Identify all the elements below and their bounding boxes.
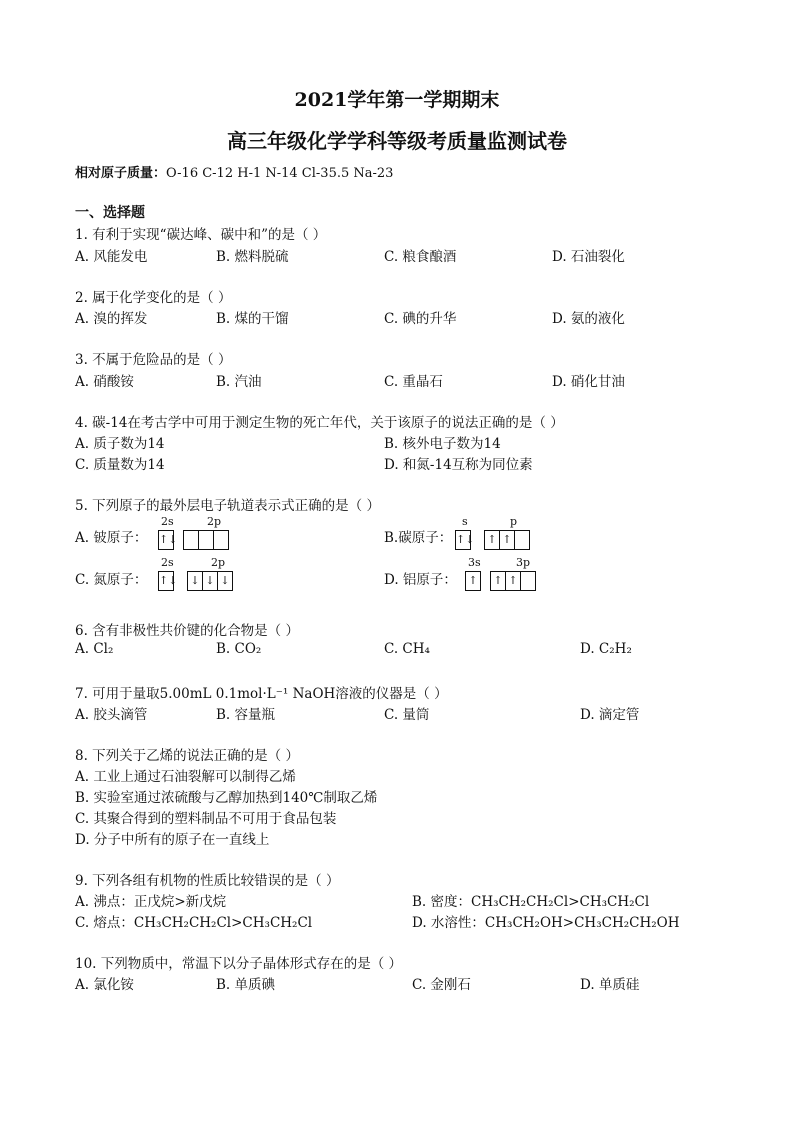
p-orbital-box: [183, 530, 229, 550]
p-orbital-box: ↓ ↓ ↓: [187, 571, 233, 591]
question-1-option-d: D. 石油裂化: [552, 249, 625, 265]
question-3-option-c: C. 重晶石: [384, 374, 443, 390]
orbital-label-p: 3p: [516, 556, 531, 569]
question-10-option-a: A. 氯化铵: [75, 977, 134, 993]
question-2-option-b: B. 煤的干馏: [216, 311, 289, 327]
question-6-option-a: A. Cl₂: [75, 641, 114, 657]
exam-title: 2021学年第一学期期末: [294, 89, 500, 111]
question-3-stem: 3. 不属于危险品的是（ ）: [75, 352, 232, 368]
question-4-stem: 4. 碳-14在考古学中可用于测定生物的死亡年代，关于该原子的说法正确的是（ ）: [75, 415, 564, 431]
question-10-option-c: C. 金刚石: [412, 977, 471, 993]
question-6-option-c: C. CH₄: [384, 641, 430, 657]
s-orbital-box: ↑↓: [158, 530, 174, 550]
question-1-option-c: C. 粮食酿酒: [384, 249, 457, 265]
question-9-option-a: A. 沸点：正戊烷>新戊烷: [75, 894, 227, 910]
question-10-option-d: D. 单质硅: [580, 977, 640, 993]
question-5-option-c: C. 氮原子：: [75, 572, 148, 588]
question-9-option-b: B. 密度：CH₃CH₂CH₂Cl>CH₃CH₂Cl: [412, 894, 650, 910]
orbital-label-s: 2s: [161, 556, 174, 569]
s-orbital-box: ↑↓: [158, 571, 174, 591]
question-2-option-a: A. 溴的挥发: [75, 311, 148, 327]
question-7-option-a: A. 胶头滴管: [75, 707, 148, 723]
question-10-option-b: B. 单质碘: [216, 977, 276, 993]
question-1-option-a: A. 风能发电: [75, 249, 148, 265]
orbital-label-p: 2p: [207, 515, 222, 528]
question-8-option-d: D. 分子中所有的原子在一直线上: [75, 832, 270, 848]
question-5-option-d: D. 铝原子：: [384, 572, 457, 588]
s-orbital-box: ↑: [465, 571, 481, 591]
question-7-stem: 7. 可用于量取5.00mL 0.1mol·L⁻¹ NaOH溶液的仪器是（ ）: [75, 686, 448, 702]
question-2-option-c: C. 碘的升华: [384, 311, 457, 327]
orbital-label-s: 2s: [161, 515, 174, 528]
question-8-option-c: C. 其聚合得到的塑料制品不可用于食品包装: [75, 811, 337, 827]
s-orbital-box: ↑↓: [455, 530, 471, 550]
atomic-mass-line: [75, 162, 393, 181]
question-7-option-d: D. 滴定管: [580, 707, 640, 723]
question-5-option-a: A. 铍原子：: [75, 530, 148, 546]
question-3-option-a: A. 硝酸铵: [75, 374, 134, 390]
p-orbital-box: ↑ ↑: [484, 530, 530, 550]
orbital-label-p: p: [510, 515, 518, 528]
question-6-option-b: B. CO₂: [216, 641, 262, 657]
question-10-stem: 10. 下列物质中，常温下以分子晶体形式存在的是（ ）: [75, 956, 403, 972]
question-8-stem: 8. 下列关于乙烯的说法正确的是（ ）: [75, 748, 299, 764]
question-5-stem: 5. 下列原子的最外层电子轨道表示式正确的是（ ）: [75, 498, 380, 514]
question-2-stem: 2. 属于化学变化的是（ ）: [75, 290, 232, 306]
question-6-stem: 6. 含有非极性共价键的化合物是（ ）: [75, 623, 299, 639]
question-7-option-b: B. 容量瓶: [216, 707, 276, 723]
question-5-option-b: B.碳原子：: [384, 530, 453, 546]
question-9-option-d: D. 水溶性：CH₃CH₂OH>CH₃CH₂CH₂OH: [412, 915, 680, 931]
orbital-label-s: s: [462, 515, 468, 528]
question-6-option-d: D. C₂H₂: [580, 641, 632, 657]
question-9-option-c: C. 熔点：CH₃CH₂CH₂Cl>CH₃CH₂Cl: [75, 915, 313, 931]
orbital-label-s: 3s: [468, 556, 481, 569]
orbital-label-p: 2p: [211, 556, 226, 569]
section-heading: 一、选择题: [75, 205, 145, 221]
question-1-option-b: B. 燃料脱硫: [216, 249, 289, 265]
question-8-option-a: A. 工业上通过石油裂解可以制得乙烯: [75, 769, 296, 785]
question-9-stem: 9. 下列各组有机物的性质比较错误的是（ ）: [75, 873, 340, 889]
question-3-option-d: D. 硝化甘油: [552, 374, 625, 390]
exam-subtitle: 高三年级化学学科等级考质量监测试卷: [227, 129, 567, 153]
question-2-option-d: D. 氨的液化: [552, 311, 625, 327]
question-8-option-b: B. 实验室通过浓硫酸与乙醇加热到140℃制取乙烯: [75, 790, 378, 806]
question-7-option-c: C. 量筒: [384, 707, 430, 723]
question-4-option-b: B. 核外电子数为14: [384, 436, 501, 452]
question-4-option-c: C. 质量数为14: [75, 457, 165, 473]
question-3-option-b: B. 汽油: [216, 374, 262, 390]
atomic-mass-label: 相对原子质量：: [75, 166, 167, 181]
question-4-option-a: A. 质子数为14: [75, 436, 165, 452]
atomic-mass-values: O-16 C-12 H-1 N-14 Cl-35.5 Na-23: [166, 166, 394, 181]
question-4-option-d: D. 和氮-14互称为同位素: [384, 457, 533, 473]
question-1-stem: 1. 有利于实现“碳达峰、碳中和”的是（ ）: [75, 227, 327, 243]
p-orbital-box: ↑ ↑: [490, 571, 536, 591]
